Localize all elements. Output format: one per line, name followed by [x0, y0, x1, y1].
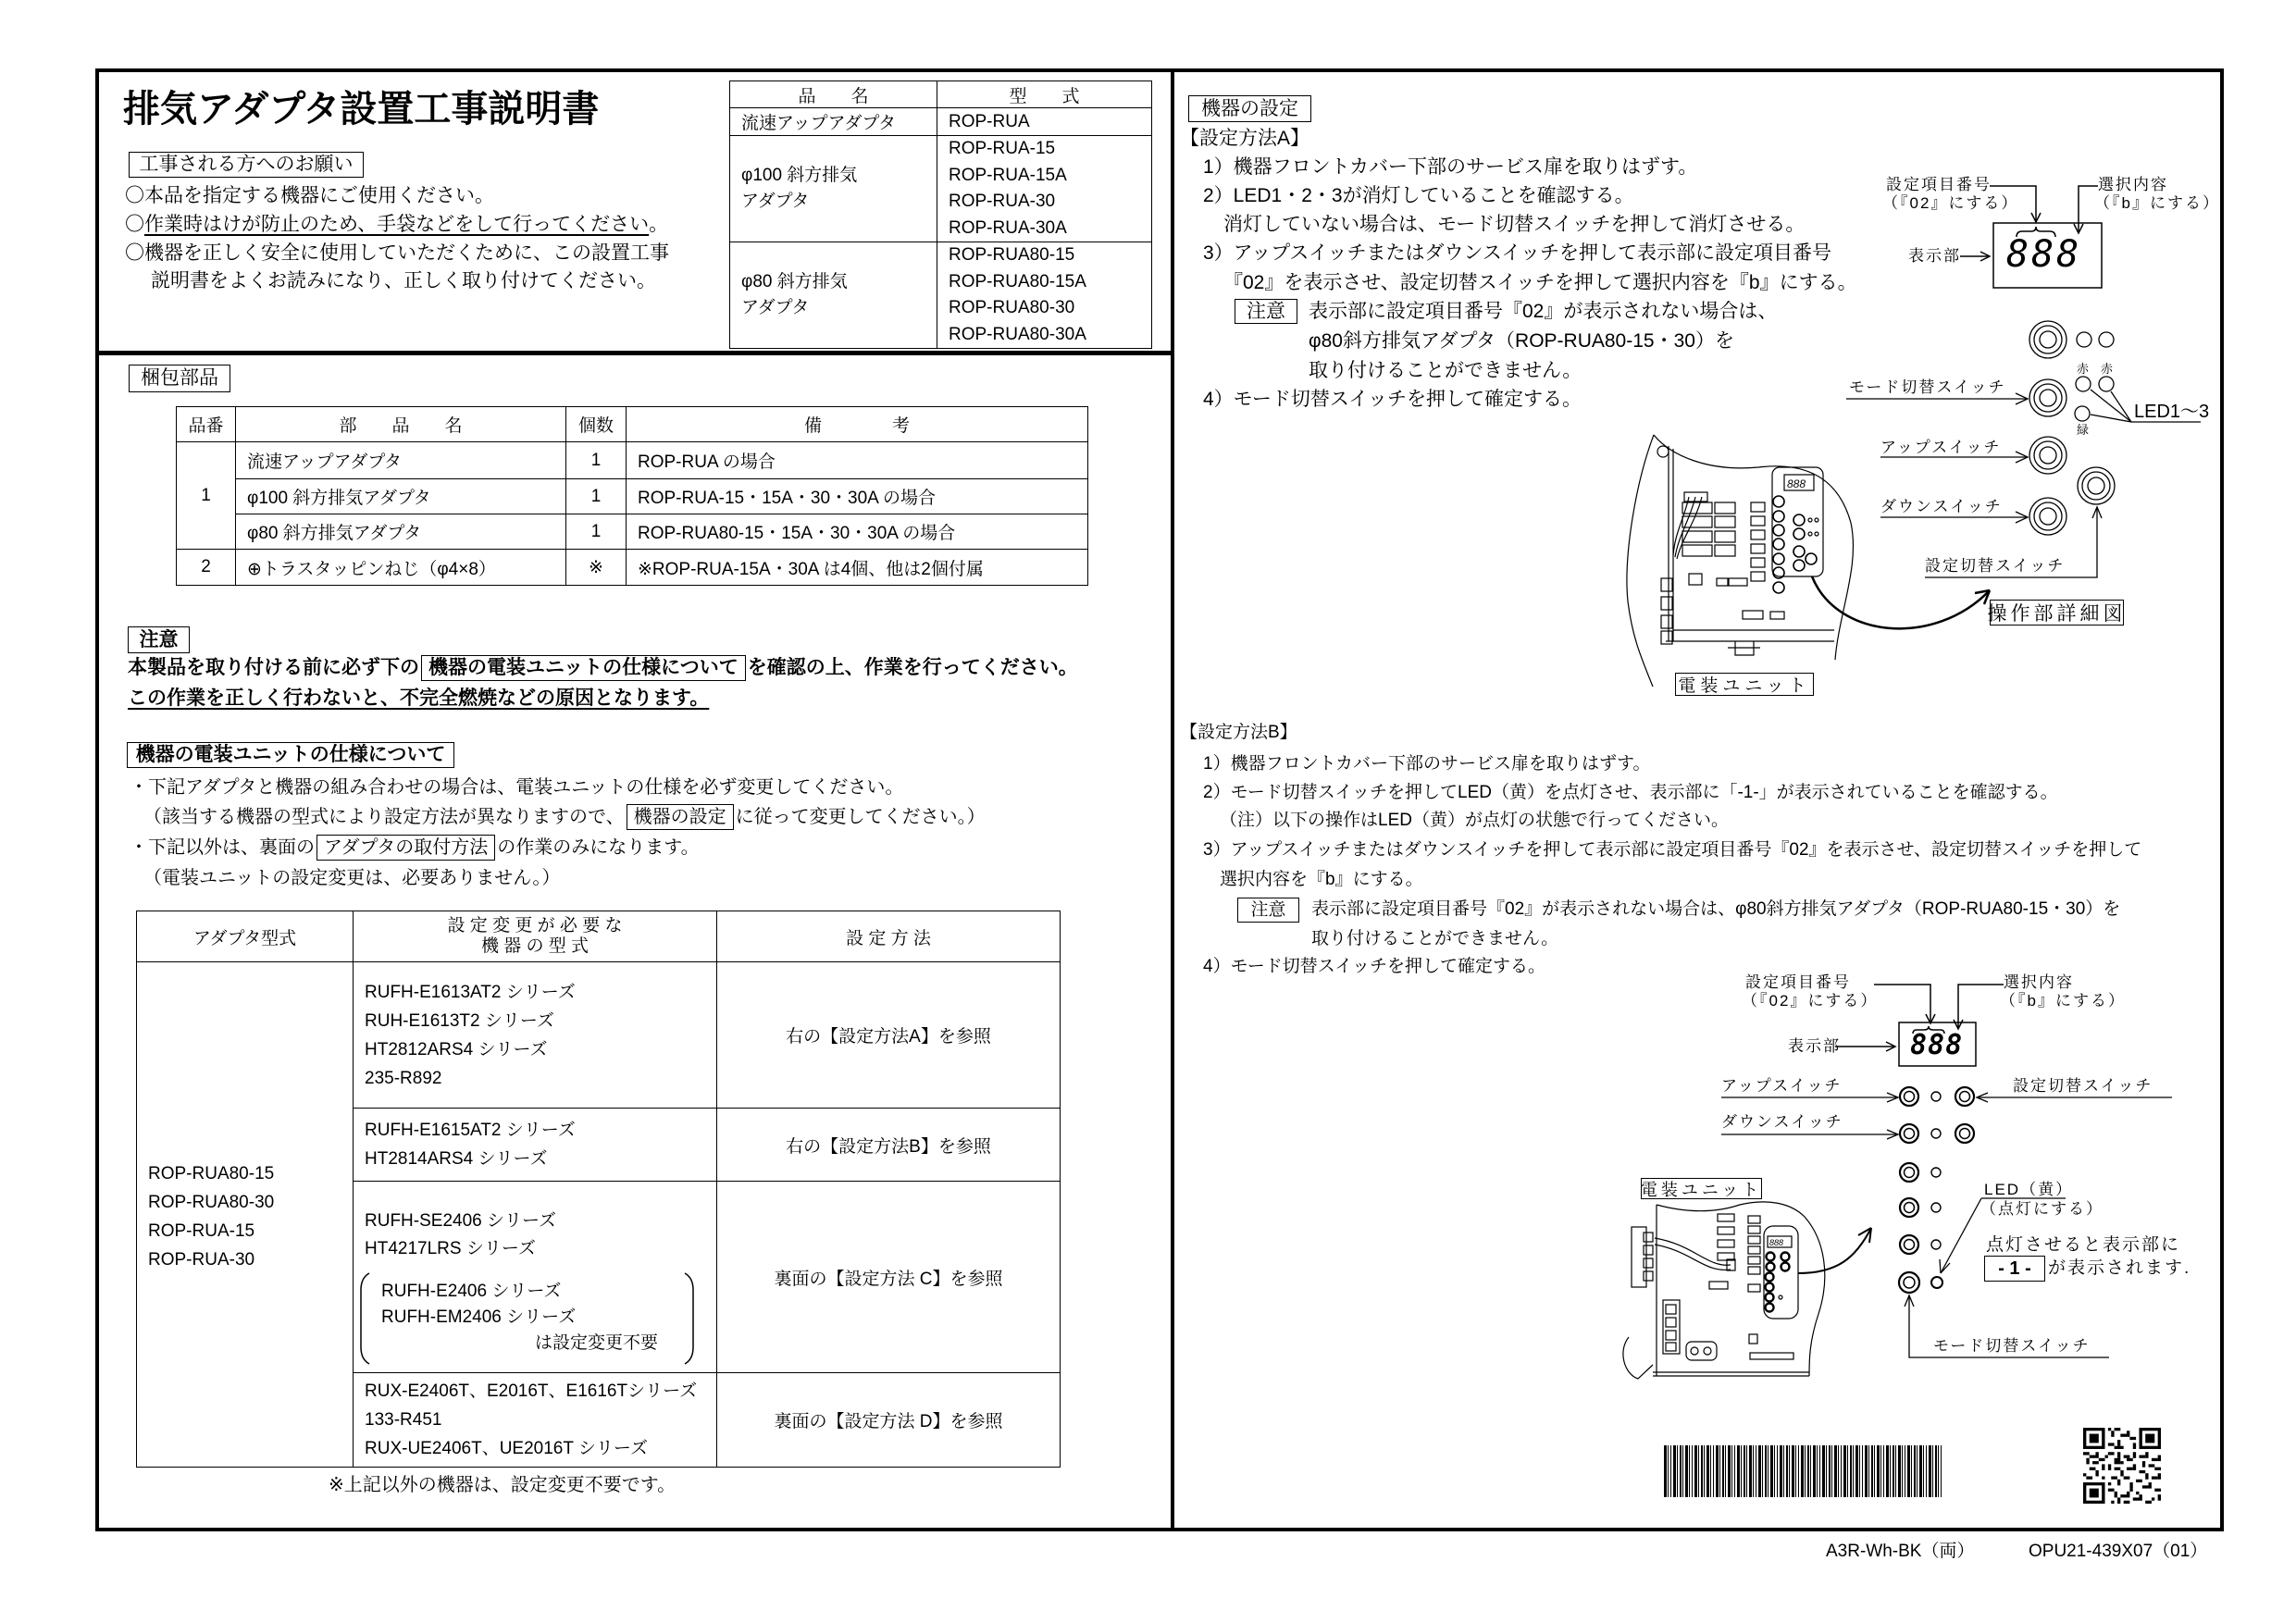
product-model: ROP-RUA-15A — [949, 165, 1067, 185]
setting-item-label: 設定項目番号 — [1886, 176, 1992, 193]
product-model: ROP-RUA-30A — [949, 217, 1067, 238]
product-model: ROP-RUA80-30A — [949, 324, 1086, 344]
table-row — [730, 242, 1152, 349]
exception-note: は設定変更不要 — [535, 1333, 659, 1353]
caution-text: 本製品を取り付ける前に必ず下の — [128, 657, 419, 678]
section-reference-box: アダプタの取付方法 — [316, 835, 495, 861]
led-yellow-label: LED（黄） — [1984, 1181, 2074, 1198]
method-a-step-2-sub: 消灯していない場合は、モード切替スイッチを押して消灯させる。 — [1223, 214, 1806, 235]
setting-method: 右の【設定方法A】を参照 — [717, 962, 1061, 1109]
setting-item-hint: （『02』にする） — [1742, 992, 1879, 1010]
adapter-model: ROP-RUA-15 — [148, 1221, 255, 1241]
product-model: ROP-RUA-30 — [949, 192, 1056, 211]
mode-switch-label: モード切替スイッチ — [1933, 1337, 2091, 1355]
method-a-step-2: 2）LED1・2・3が消灯していることを確認する。 — [1203, 185, 1634, 206]
part-note: ROP-RUA の場合 — [627, 442, 1088, 479]
device-model: RUH-E1613T2 シリーズ — [365, 1010, 554, 1031]
part-name: φ80 斜方排気アダプタ — [236, 514, 566, 550]
product-name — [730, 242, 937, 349]
column-header-product-name: 品 名 — [730, 81, 937, 108]
up-switch-label: アップスイッチ — [1880, 439, 2002, 456]
method-b-step-3: 3）アップスイッチまたはダウンスイッチを押して表示部に設定項目番号『02』を表示させ、設定切替スイッチを押して — [1203, 840, 2142, 860]
method-a-note-line: 表示部に設定項目番号『02』が表示されない場合は、 — [1309, 301, 1778, 322]
product-name — [730, 136, 937, 242]
adapter-model: ROP-RUA80-30 — [148, 1193, 275, 1212]
selection-label: 選択内容 — [2098, 176, 2168, 193]
method-a-title: 【設定方法A】 — [1180, 128, 1310, 149]
table-row — [137, 962, 1061, 1109]
part-note: ROP-RUA80-15・15A・30・30A の場合 — [627, 514, 1088, 550]
caution-line-2: この作業を正しく行わないと、不完全燃焼などの原因となります。 — [128, 688, 710, 709]
spec-text: ・下記以外は、裏面の — [130, 837, 315, 858]
product-name-line: アダプタ — [741, 298, 810, 317]
product-table — [729, 81, 1152, 349]
method-b-step-2-note: （注）以下の操作はLED（黄）が点灯の状態で行ってください。 — [1220, 811, 1729, 830]
product-name-line: φ100 斜方排気 — [741, 165, 858, 185]
caution-label: 注意 — [128, 626, 190, 653]
column-header-adapter: アダプタ型式 — [137, 911, 354, 962]
down-switch-label: ダウンスイッチ — [1880, 498, 2003, 515]
section-reference-box: 機器の設定 — [627, 804, 734, 830]
detail-caption: 操作部詳細図 — [1990, 600, 2124, 626]
product-name-line: アダプタ — [741, 192, 810, 211]
column-header-part-name: 部 品 名 — [236, 407, 566, 442]
table-row — [177, 479, 1088, 514]
lit-note: 点灯させると表示部に — [1986, 1235, 2181, 1255]
method-b-note-line: 取り付けることができません。 — [1311, 929, 1559, 948]
header-line: 機 器 の 型 式 — [480, 936, 590, 956]
part-no: 1 — [177, 442, 236, 550]
part-name: 流速アップアダプタ — [236, 442, 566, 479]
method-b-step-3-cont: 選択内容を『b』にする。 — [1220, 870, 1423, 889]
document-title: 排気アダプタ設置工事説明書 — [123, 89, 600, 130]
part-name: φ100 斜方排気アダプタ — [236, 479, 566, 514]
spec-bullet-2-sub: （電装ユニットの設定変更は、必要ありません。） — [143, 868, 561, 888]
table-row — [177, 442, 1088, 479]
device-model: RUFH-E1613AT2 シリーズ — [365, 982, 576, 1002]
method-a-note-label: 注意 — [1235, 299, 1297, 324]
device-model: HT2814ARS4 シリーズ — [365, 1149, 548, 1169]
barcode — [1664, 1445, 1942, 1497]
device-model: RUX-E2406T、E2016T、E1616Tシリーズ — [365, 1381, 698, 1401]
led-color-label: 赤 — [2101, 362, 2114, 376]
adapter-models — [137, 962, 354, 1468]
method-a-step-1: 1）機器フロントカバー下部のサービス扉を取りはずす。 — [1203, 156, 1698, 178]
method-b-title: 【設定方法B】 — [1180, 723, 1297, 742]
spec-bullet-2 — [130, 834, 700, 861]
setting-method: 裏面の【設定方法 C】を参照 — [717, 1182, 1061, 1373]
led-color-label: 緑 — [2077, 423, 2090, 437]
method-a-note-line: 取り付けることができません。 — [1309, 360, 1582, 381]
request-line-3: 〇機器を正しく安全に使用していただくために、この設置工事 — [125, 242, 669, 264]
selection-hint: （『b』にする） — [2000, 992, 2126, 1010]
header-line: 設 定 変 更 が 必 要 な — [447, 916, 623, 935]
underlined-text: 作業時はけが防止のため、手袋などをして行ってください — [144, 214, 650, 235]
seven-segment-display: 888 — [1910, 1029, 1964, 1061]
adapter-model: ROP-RUA-30 — [148, 1250, 255, 1270]
setting-switch-label: 設定切替スイッチ — [1925, 557, 2066, 575]
model-table-footnote: ※上記以外の機器は、設定変更不要です。 — [329, 1475, 676, 1495]
product-model: ROP-RUA80-15 — [949, 245, 1075, 265]
device-model: HT4217LRS シリーズ — [365, 1239, 536, 1258]
part-note: ※ROP-RUA-15A・30A は4個、他は2個付属 — [627, 550, 1088, 586]
spec-heading: 機器の電装ユニットの仕様について — [127, 742, 454, 768]
part-qty: 1 — [566, 514, 627, 550]
device-model: 235-R892 — [365, 1068, 442, 1088]
mode-switch-label: モード切替スイッチ — [1849, 378, 2006, 396]
method-b-note-label: 注意 — [1237, 898, 1299, 923]
part-qty: ※ — [566, 550, 627, 586]
product-model: ROP-RUA-15 — [949, 139, 1056, 158]
request-line-2 — [125, 214, 668, 236]
device-model: 133-R451 — [365, 1410, 442, 1430]
document-number: OPU21-439X07（01） — [2029, 1542, 2208, 1561]
model-table — [136, 911, 1061, 1468]
led-color-label: 赤 — [2077, 362, 2090, 376]
part-no: 2 — [177, 550, 236, 586]
device-models — [354, 1109, 717, 1182]
table-row — [177, 514, 1088, 550]
table-row — [730, 108, 1152, 136]
unit-caption: 電装ユニット — [1641, 1178, 1762, 1199]
setting-switch-label: 設定切替スイッチ — [2013, 1077, 2153, 1095]
device-model: RUFH-E1615AT2 シリーズ — [365, 1121, 576, 1140]
column-header-qty: 個数 — [566, 407, 627, 442]
method-a-step-4: 4）モード切替スイッチを押して確定する。 — [1203, 389, 1582, 410]
column-header-models — [354, 911, 717, 962]
setting-method: 右の【設定方法B】を参照 — [717, 1109, 1061, 1182]
device-model: RUX-UE2406T、UE2016T シリーズ — [365, 1439, 648, 1458]
device-settings-heading: 機器の設定 — [1188, 95, 1311, 122]
method-a-step-3-cont: 『02』を表示させ、設定切替スイッチを押して選択内容を『b』にする。 — [1223, 272, 1857, 293]
display-label: 表示部 — [1908, 247, 1961, 265]
part-note: ROP-RUA-15・15A・30・30A の場合 — [627, 479, 1088, 514]
part-qty: 1 — [566, 442, 627, 479]
board-display-digits: 888 — [1787, 477, 1806, 490]
lit-display-box: - 1 - — [1984, 1256, 2045, 1282]
section-reference-box: 機器の電装ユニットの仕様について — [421, 655, 746, 681]
setting-method: 裏面の【設定方法 D】を参照 — [717, 1373, 1061, 1468]
display-label: 表示部 — [1788, 1037, 1841, 1055]
column-header-method: 設 定 方 法 — [717, 911, 1061, 962]
part-name: ⊕トラスタッピンねじ（φ4×8） — [236, 550, 566, 586]
print-code: A3R-Wh-BK（両） — [1826, 1542, 1975, 1561]
request-heading: 工事される方へのお願い — [129, 152, 364, 178]
device-model: RUFH-SE2406 シリーズ — [365, 1211, 557, 1231]
seven-segment-display: 888 — [2006, 233, 2082, 276]
sentence-end: 。 — [649, 214, 669, 235]
table-row — [730, 136, 1152, 242]
exception-model: RUFH-E2406 シリーズ — [381, 1282, 562, 1301]
column-header-note: 備 考 — [627, 407, 1088, 442]
method-a-note-line: φ80斜方排気アダプタ（ROP-RUA80-15・30）を — [1309, 330, 1734, 352]
exception-model: RUFH-EM2406 シリーズ — [381, 1307, 577, 1327]
product-name-line: φ80 斜方排気 — [741, 271, 848, 291]
bullet-circle: 〇 — [125, 214, 144, 235]
column-header-no: 品番 — [177, 407, 236, 442]
spec-text: の作業のみになります。 — [497, 837, 700, 858]
setting-item-hint: （『02』にする） — [1882, 194, 2019, 212]
led-yellow-hint: （点灯にする） — [1980, 1200, 2104, 1218]
product-models — [937, 242, 1152, 349]
part-qty: 1 — [566, 479, 627, 514]
spec-text: に従って変更してください。） — [735, 807, 986, 827]
selection-label: 選択内容 — [2004, 973, 2074, 991]
column-header-model: 型 式 — [937, 81, 1152, 108]
request-line-1: 〇本品を指定する機器にご使用ください。 — [125, 185, 494, 206]
request-line-4: 説明書をよくお読みになり、正しく取り付けてください。 — [151, 270, 656, 291]
method-b-step-4: 4）モード切替スイッチを押して確定する。 — [1203, 957, 1546, 976]
caution-line-1 — [128, 654, 1078, 682]
product-model: ROP-RUA80-15A — [949, 271, 1086, 291]
spec-text: （該当する機器の型式により設定方法が異なりますので、 — [143, 807, 625, 827]
product-model: ROP-RUA — [937, 108, 1152, 136]
spec-bullet-1: ・下記アダプタと機器の組み合わせの場合は、電装ユニットの仕様を必ず変更してください。 — [130, 777, 904, 798]
up-switch-label: アップスイッチ — [1721, 1077, 1843, 1095]
method-b-step-1: 1）機器フロントカバー下部のサービス扉を取りはずす。 — [1203, 754, 1651, 774]
lit-note-end: が表示されます. — [2048, 1258, 2191, 1278]
method-b-step-2: 2）モード切替スイッチを押してLED（黄）を点灯させ、表示部に「-1-」が表示されていることを確認する。 — [1203, 783, 2058, 802]
unit-caption: 電装ユニット — [1675, 673, 1814, 696]
parts-heading: 梱包部品 — [129, 365, 230, 392]
product-model: ROP-RUA80-30 — [949, 298, 1075, 317]
column-divider — [1171, 68, 1174, 1531]
down-switch-label: ダウンスイッチ — [1721, 1113, 1843, 1131]
method-b-note-line: 表示部に設定項目番号『02』が表示されない場合は、φ80斜方排気アダプタ（ROP-RUA80-15・30）を — [1311, 899, 2121, 919]
product-models — [937, 136, 1152, 242]
left-section-divider — [95, 351, 1173, 355]
caution-text: を確認の上、作業を行ってください。 — [747, 657, 1078, 678]
board-display-digits: 888 — [1769, 1238, 1784, 1247]
table-row — [177, 550, 1088, 586]
parts-table — [176, 406, 1088, 586]
setting-item-label: 設定項目番号 — [1745, 973, 1851, 991]
led-label: LED1〜3 — [2134, 402, 2210, 422]
device-model: HT2812ARS4 シリーズ — [365, 1039, 548, 1059]
exception-group — [365, 1272, 716, 1357]
spec-bullet-1-sub — [143, 803, 986, 831]
device-models — [354, 1182, 717, 1373]
adapter-model: ROP-RUA80-15 — [148, 1164, 275, 1183]
product-name: 流速アップアダプタ — [730, 108, 937, 136]
method-a-step-3: 3）アップスイッチまたはダウンスイッチを押して表示部に設定項目番号 — [1203, 242, 1832, 264]
selection-hint: （『b』にする） — [2094, 194, 2220, 212]
device-models — [354, 962, 717, 1109]
device-models — [354, 1373, 717, 1468]
